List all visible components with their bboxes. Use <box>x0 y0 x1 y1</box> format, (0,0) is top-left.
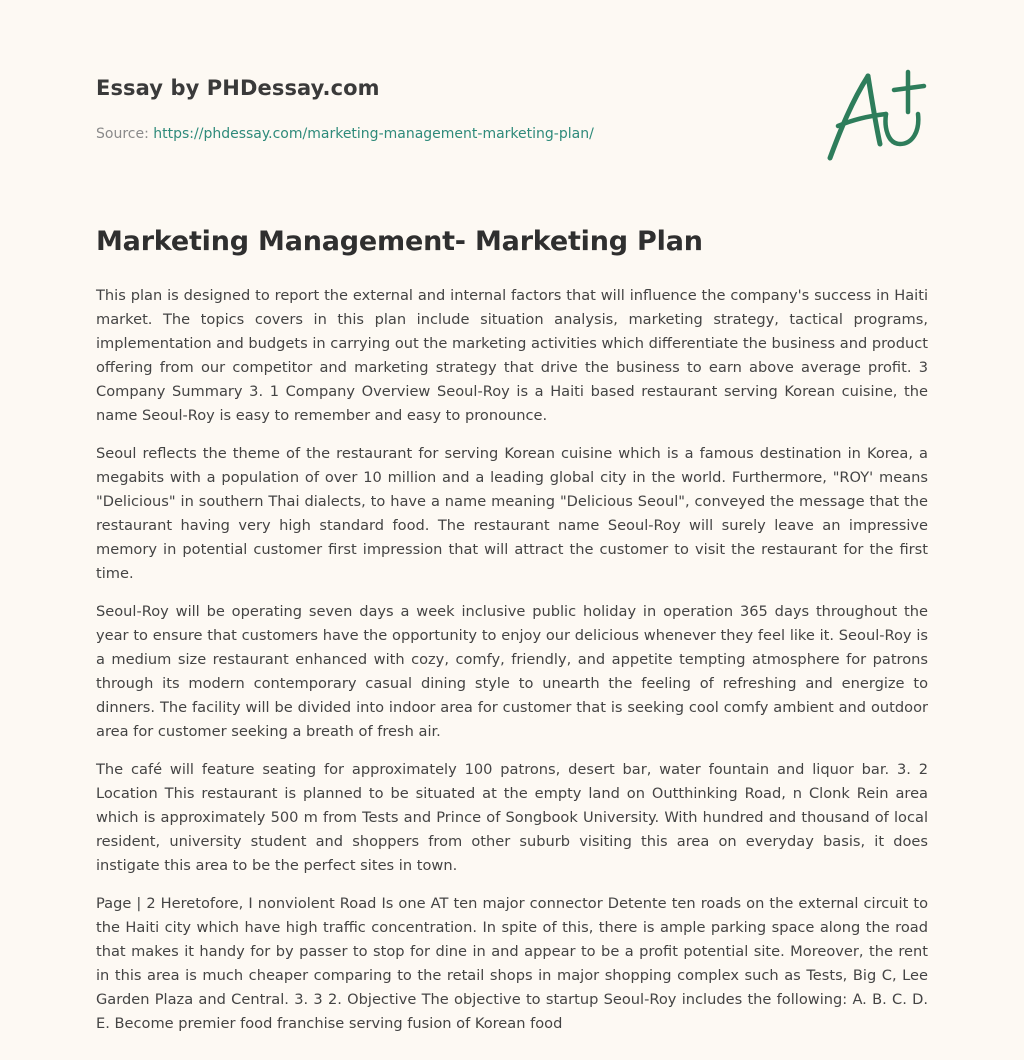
source-label: Source: <box>96 126 154 142</box>
site-title: Essay by PHDessay.com <box>96 76 380 100</box>
essay-paragraph: Page | 2 Heretofore, I nonviolent Road Is one AT ten major connector Detente ten roads on the external circuit to the Haiti city which have high traffic concentration. In spite of this, there is ample parking space along the road that makes it handy for by passer to stop for dine in and appear to be a profit potential site. Moreover, the rent in this area is much cheaper comparing to the retail shops in major shopping complex such as Tests, Big C, Lee Garden Plaza and Central. 3. 3 2. Objective The objective to startup Seoul-Roy includes the following: A. B. C. D. E. Become premier food franchise serving fusion of Korean food <box>96 895 928 1032</box>
essay-paragraph: The café will feature seating for approximately 100 patrons, desert bar, water fountain and liquor bar. 3. 2 Location This restaurant is planned to be situated at the empty land on Outthinking Road, n Clonk Rein area which is approximately 500 m from Tests and Prince of Songbook University. With hundred and thousand of local resident, university student and shoppers from other suburb visiting this area on everyday basis, it does instigate this area to be the perfect sites in town. <box>96 761 928 874</box>
source-link[interactable]: https://phdessay.com/marketing-management-marketing-plan/ <box>153 126 594 142</box>
essay-paragraph: This plan is designed to report the external and internal factors that will influence the company's success in Haiti market. The topics covers in this plan include situation analysis, marketing strategy, tactical programs, implementation and budgets in carrying out the marketing activities which differentiate the business and product offering from our competitor and marketing strategy that drive the business to earn above average profit. 3 Company Summary 3. 1 Company Overview Seoul-Roy is a Haiti based restaurant serving Korean cuisine, the name Seoul-Roy is easy to remember and easy to pronounce. <box>96 287 928 424</box>
essay-paragraph: Seoul reflects the theme of the restaurant for serving Korean cuisine which is a famous destination in Korea, a megabits with a population of over 10 million and a leading global city in the world. Furthermore, "ROY' means "Delicious" in southern Thai dialects, to have a name meaning "Delicious Seoul", conveyed the message that the restaurant having very high standard food. The restaurant name Seoul-Roy will surely leave an impressive memory in potential customer first impression that will attract the customer to visit the restaurant for the first time. <box>96 445 928 582</box>
page-header <box>96 76 796 142</box>
essay-title: Marketing Management- Marketing Plan <box>96 226 703 257</box>
essay-paragraph: Seoul-Roy will be operating seven days a week inclusive public holiday in operation 365 days throughout the year to ensure that customers have the opportunity to enjoy our delicious whenever they feel like it. Seoul-Roy is a medium size restaurant enhanced with cozy, comfy, friendly, and appetite tempting atmosphere for patrons through its modern contemporary casual dining style to unearth the feeling of refreshing and energize to dinners. The facility will be divided into indoor area for customer that is seeking cool comfy ambient and outdoor area for customer seeking a breath of fresh air. <box>96 603 928 740</box>
essay-body <box>96 284 928 1050</box>
a-plus-logo-icon <box>820 66 930 166</box>
source-line <box>96 126 796 142</box>
